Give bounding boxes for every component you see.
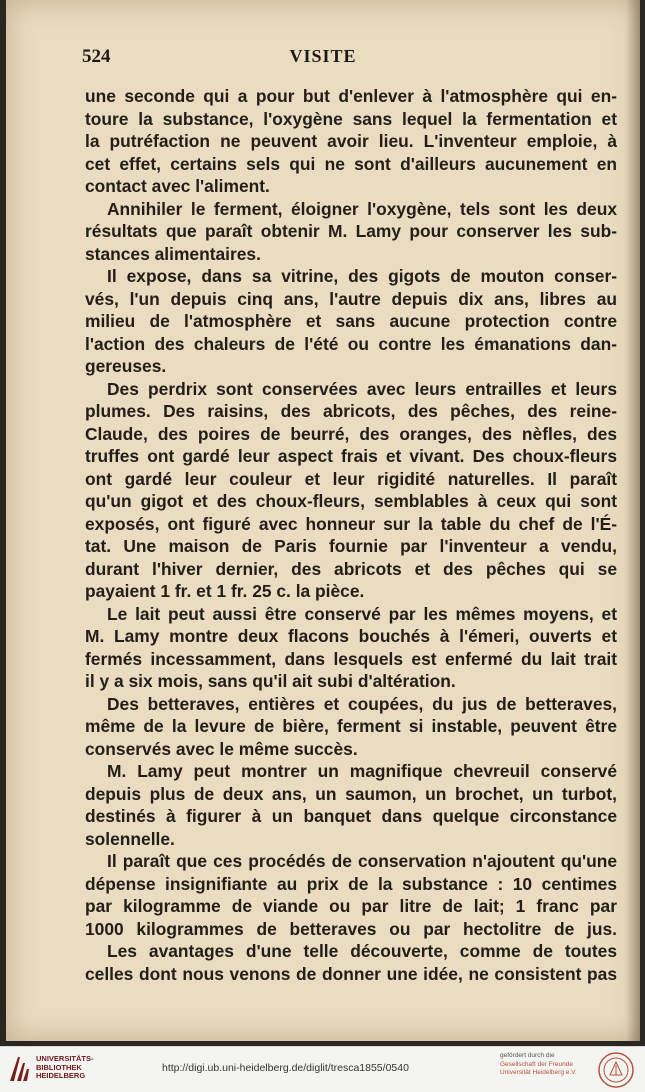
text-line: fermés incessamment, dans lesquels est enfermé du lait trait [85, 648, 617, 669]
library-name-line: HEIDELBERG [36, 1071, 86, 1080]
text-line: truffes ont gardé leur aspect frais et vivant. Des choux-fleurs [85, 446, 617, 466]
text-line: tat. Une maison de Paris fournie par l'inventeur a vendu, [85, 536, 617, 556]
text-line: conservés avec le même succès. [85, 738, 358, 759]
text-line: il y a six mois, sans qu'il ait subi d'altération. [85, 671, 456, 691]
text-line: celles dont nous venons de donner une idée, ne consistent pas [85, 963, 617, 984]
text-line: l'action des chaleurs de l'été ou contre les émanations dan- [85, 333, 617, 354]
text-line: Il expose, dans sa vitrine, des gigots de mouton conser- [107, 266, 617, 286]
text-line: Des betteraves, entières et coupées, du jus de betteraves, [107, 693, 617, 714]
body-text [85, 85, 617, 985]
university-seal-icon [597, 1051, 635, 1089]
text-line: milieu de l'atmosphère et sans aucune protection contre [85, 311, 617, 331]
text-line: même de la levure de bière, ferment si instable, peuvent être [85, 716, 617, 736]
text-line: toure la substance, l'oxygène sans lequel la fermentation et [85, 108, 617, 129]
text-line: cet effet, certains sels qui ne sont d'ailleurs aucunement en [85, 153, 617, 174]
paragraph [85, 940, 617, 985]
text-line: Le lait peut aussi être conservé par les mêmes moyens, et [107, 603, 617, 624]
text-line: dépense insignifiante au prix de la substance : 10 centimes [85, 873, 617, 894]
paragraph [85, 198, 617, 266]
text-line: durant l'hiver dernier, des abricots et des pêches qui se [85, 558, 617, 579]
text-line: résultats que paraît obtenir M. Lamy pour conserver les sub- [85, 221, 617, 241]
paragraph [85, 693, 617, 761]
library-name [36, 1055, 94, 1081]
paragraph [85, 760, 617, 850]
paragraph [85, 378, 617, 603]
funding-note [500, 1052, 577, 1078]
text-line: payaient 1 fr. et 1 fr. 25 c. la pièce. [85, 581, 365, 601]
text-line: M. Lamy montre deux flacons bouchés à l'émeri, ouverts et [85, 626, 617, 646]
text-line: Des perdrix sont conservées avec leurs entrailles et leurs [107, 378, 617, 399]
funded-label: gefördert durch die [500, 1052, 555, 1059]
text-line: ont gardé leur couleur et leur rigidité naturelles. Il paraît [85, 468, 617, 489]
text-line: Il paraît que ces procédés de conservation n'ajoutent qu'une [107, 851, 617, 871]
library-logo-icon [8, 1055, 30, 1083]
paragraph [85, 603, 617, 693]
book-page [6, 0, 640, 1041]
text-line: qu'un gigot et des choux-fleurs, semblables à ceux qui sont [85, 491, 617, 511]
text-line: stances alimentaires. [85, 243, 261, 264]
text-line: contact avec l'aliment. [85, 176, 270, 196]
funded-org: Universität Heidelberg e.V. [500, 1069, 577, 1076]
text-line: M. Lamy peut montrer un magnifique chevreuil conservé [107, 761, 617, 781]
funded-org: Gesellschaft der Freunde [500, 1060, 573, 1068]
text-line: destinés à figurer à un banquet dans quelque circonstance [85, 806, 617, 826]
permalink-url[interactable]: http://digi.ub.uni-heidelberg.de/diglit/tresca1855/0540 [162, 1062, 409, 1074]
text-line: plumes. Des raisins, des abricots, des pêches, des reine- [85, 401, 617, 421]
paragraph [85, 265, 617, 378]
text-line: depuis plus de deux ans, un saumon, un brochet, un turbot, [85, 783, 617, 804]
text-line: 1000 kilogrammes de betteraves ou par hectolitre de jus. [85, 918, 617, 939]
library-name-line: BIBLIOTHEK [36, 1062, 82, 1072]
library-name-line: UNIVERSITÄTS- [36, 1054, 94, 1063]
text-line: solennelle. [85, 828, 175, 849]
page-header [6, 42, 640, 72]
text-line: la putréfaction ne peuvent avoir lieu. L'inventeur emploie, à [85, 131, 617, 151]
text-line: Les avantages d'une telle découverte, comme de toutes [107, 941, 617, 961]
text-line: vés, l'un depuis cinq ans, l'autre depuis dix ans, libres au [85, 288, 617, 309]
text-line: Annihiler le ferment, éloigner l'oxygène, tels sont les deux [107, 198, 617, 219]
paragraph [85, 850, 617, 940]
text-line: par kilogramme de viande ou par litre de lait; 1 franc par [85, 896, 617, 916]
text-line: gereuses. [85, 356, 167, 376]
text-line: Claude, des poires de beurré, des oranges, des nèfles, des [85, 423, 617, 444]
running-title: VISITE [289, 46, 357, 66]
page-number: 524 [82, 46, 111, 67]
paragraph [85, 85, 617, 198]
viewer-footer [0, 1046, 645, 1092]
text-line: exposés, ont figuré avec honneur sur la table du chef de l'É- [85, 513, 617, 534]
text-line: une seconde qui a pour but d'enlever à l'atmosphère qui en- [85, 86, 617, 106]
